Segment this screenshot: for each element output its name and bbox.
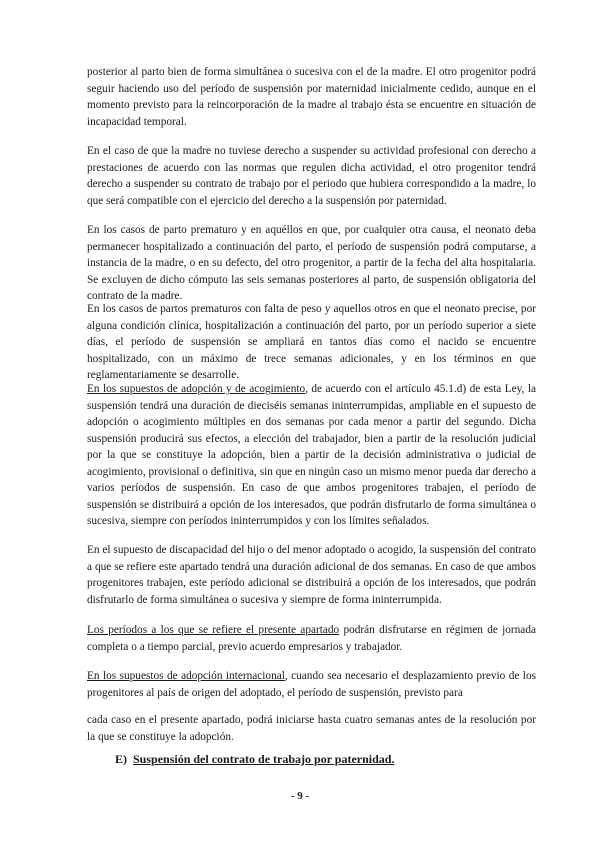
underlined-phrase-adoption: En los supuestos de adopción y de acogimiento bbox=[87, 383, 306, 395]
section-heading-title: Suspensión del contrato de trabajo por paternidad. bbox=[133, 752, 395, 766]
page-number: - 9 - bbox=[290, 790, 310, 802]
paragraph-adoption bbox=[87, 381, 536, 530]
paragraph-text: cada caso en el presente apartado, podrá iniciarse hasta cuatro semanas antes de la resolución por la que se constituye la adopción. bbox=[87, 714, 536, 743]
paragraph-low-weight bbox=[87, 301, 536, 384]
section-heading bbox=[115, 752, 394, 767]
paragraph-disability bbox=[87, 542, 536, 608]
paragraph-international-adoption bbox=[87, 668, 536, 701]
paragraph-mother-no-right bbox=[87, 143, 536, 209]
paragraph-text: podrán disfrutarse en régimen de jornada completa o a tiempo parcial, previo acuerdo empresarios y trabajador. bbox=[87, 624, 536, 653]
paragraph-premature-birth bbox=[87, 222, 536, 305]
paragraph-continuation bbox=[87, 64, 536, 130]
underlined-phrase-periods: Los períodos a los que se refiere el presente apartado bbox=[87, 624, 340, 636]
underlined-phrase-international: En los supuestos de adopción internacional bbox=[87, 670, 285, 682]
paragraph-text: En el caso de que la madre no tuviese derecho a suspender su actividad profesional con derecho a prestaciones de acuerdo con las normas que regulen dicha actividad, el otro progenitor tendrá derecho a suspender su contrato de trabajo por el periodo que hubiera correspondido a la madre, lo que será compatible con el ejercicio del derecho a la suspensión por paternidad. bbox=[87, 145, 536, 207]
paragraph-international-continued bbox=[87, 712, 536, 745]
paragraph-text: posterior al parto bien de forma simultánea o sucesiva con el de la madre. El otro progenitor podrá seguir haciendo uso del período de suspensión por maternidad inicialmente cedido, aunque en el momento previsto para la reincorporación de la madre al trabajo ésta se encuentre en situación de incapacidad temporal. bbox=[87, 66, 536, 128]
paragraph-text: En los casos de partos prematuros con falta de peso y aquellos otros en que el neonato precise, por alguna condición clínica, hospitalización a continuación del parto, por un período superior a siete días, el período de suspensión se ampliará en tantos días como el nacido se encuentre hospitalizado, con un máximo de trece semanas adicionales, y en los términos en que reglamentariamente se desarrolle. bbox=[87, 303, 536, 381]
paragraph-periods bbox=[87, 622, 536, 655]
paragraph-text: En el supuesto de discapacidad del hijo o del menor adoptado o acogido, la suspensión del contrato a que se refiere este apartado tendrá una duración adicional de dos semanas. En caso de que ambos progenitores trabajen, este período adicional se distribuirá a opción de los interesados, que podrán disfrutarlo de forma simultánea o sucesiva y siempre de forma ininterrumpida. bbox=[87, 544, 536, 606]
paragraph-text: , cuando sea necesario el desplazamiento previo de los progenitores al país de origen del adoptado, el período de suspensión, previsto para bbox=[87, 670, 536, 699]
paragraph-text: , de acuerdo con el artículo 45.1.d) de esta Ley, la suspensión tendrá una duración de dieciséis semanas ininterrumpidas, ampliable en el supuesto de adopción o acogimiento múltiples en dos semanas por cada menor a partir del segundo. Dicha suspensión producirá sus efectos, a elección del trabajador, bien a partir de la resolución judicial por la que se constituye la adopción, bien a partir de la decisión administrativa o judicial de acogimiento, provisional o definitiva, sin que en ningún caso un mismo menor pueda dar derecho a varios períodos de suspensión. En caso de que ambos progenitores trabajen, el período de suspensión se distribuirá a opción de los interesados, que podrán disfrutarlo de forma simultánea o sucesiva, siempre con períodos ininterrumpidos y con los límites señalados. bbox=[87, 383, 536, 527]
section-heading-label: E) bbox=[115, 752, 127, 766]
paragraph-text: En los casos de parto prematuro y en aquéllos en que, por cualquier otra causa, el neonato deba permanecer hospitalizado a continuación del parto, el período de suspensión podrá computarse, a instancia de la madre, o en su defecto, del otro progenitor, a partir de la fecha del alta hospitalaria. Se excluyen de dicho cómputo las seis semanas posteriores al parto, de suspensión obligatoria del contrato de la madre. bbox=[87, 224, 536, 302]
